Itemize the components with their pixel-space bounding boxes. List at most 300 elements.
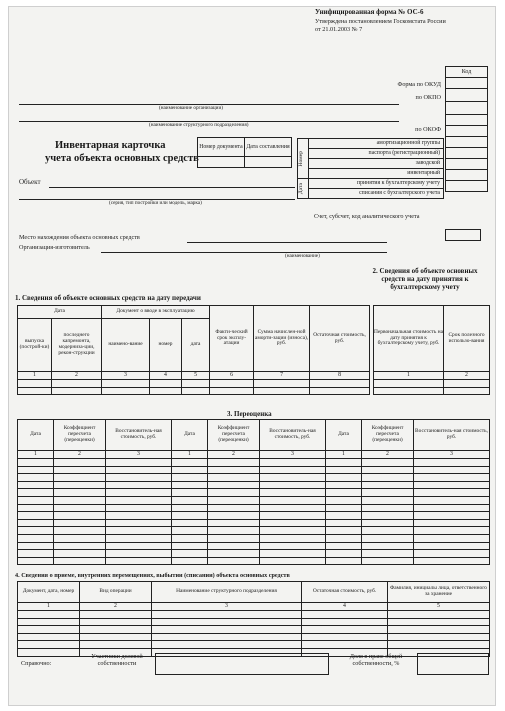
object-caption: (серия, тип постройки или модель, марка) bbox=[109, 200, 202, 206]
table-cell[interactable] bbox=[172, 550, 208, 558]
codes-table bbox=[445, 66, 488, 192]
table-cell[interactable] bbox=[326, 489, 362, 497]
table-cell[interactable] bbox=[18, 527, 54, 535]
table-cell[interactable] bbox=[260, 459, 326, 467]
table-cell[interactable] bbox=[150, 387, 182, 395]
table-cell[interactable] bbox=[326, 557, 362, 565]
table-cell[interactable] bbox=[18, 618, 80, 626]
table-cell[interactable] bbox=[172, 534, 208, 542]
section3-title: 3. Переоценка bbox=[227, 410, 272, 418]
table-cell[interactable] bbox=[54, 557, 106, 565]
table-cell[interactable] bbox=[54, 527, 106, 535]
table-cell[interactable] bbox=[208, 534, 260, 542]
s3-date: Дата bbox=[18, 420, 54, 451]
table-cell[interactable] bbox=[414, 459, 490, 467]
table-cell[interactable] bbox=[18, 512, 54, 520]
s3-num: 1 bbox=[326, 451, 362, 459]
okud-label: Форма по ОКУД bbox=[397, 81, 441, 88]
s1-num: 6 bbox=[210, 372, 254, 380]
table-cell[interactable] bbox=[326, 512, 362, 520]
okof-label: по ОКОФ bbox=[415, 126, 441, 133]
table-cell[interactable] bbox=[414, 466, 490, 474]
table-cell[interactable] bbox=[260, 519, 326, 527]
table-cell[interactable] bbox=[18, 633, 80, 641]
table-cell[interactable] bbox=[106, 550, 172, 558]
table-cell[interactable] bbox=[414, 481, 490, 489]
s1-release: выпуска (построй-ки) bbox=[18, 319, 52, 372]
table-cell[interactable] bbox=[260, 504, 326, 512]
table-cell[interactable] bbox=[260, 481, 326, 489]
amort-code-cell[interactable] bbox=[446, 126, 488, 137]
table-cell[interactable] bbox=[414, 496, 490, 504]
form-name: Унифицированная форма № ОС-6 bbox=[315, 8, 424, 16]
table-row bbox=[18, 489, 490, 497]
s3-num: 2 bbox=[362, 451, 414, 459]
table-cell[interactable] bbox=[208, 519, 260, 527]
table-cell[interactable] bbox=[80, 626, 152, 634]
s1-date: дата bbox=[182, 319, 210, 372]
table-cell[interactable] bbox=[172, 489, 208, 497]
table-cell[interactable] bbox=[414, 474, 490, 482]
s3-cost: Восстановитель-ная стоимость, руб. bbox=[106, 420, 172, 451]
doc-date-header: Дата составления bbox=[245, 138, 292, 157]
table-cell[interactable] bbox=[208, 550, 260, 558]
table-cell[interactable] bbox=[54, 489, 106, 497]
table-cell[interactable] bbox=[260, 466, 326, 474]
s1-num: 4 bbox=[150, 372, 182, 380]
table-cell[interactable] bbox=[362, 550, 414, 558]
manufacturer-caption: (наименование) bbox=[285, 253, 320, 259]
s1-date-group: Дата bbox=[18, 306, 102, 319]
table-cell[interactable] bbox=[362, 519, 414, 527]
table-cell[interactable] bbox=[388, 641, 490, 649]
section1-title: 1. Сведения об объекте основных средств на дату передачи bbox=[15, 294, 201, 302]
section4-title: 4. Сведения о приеме, внутренних перемещениях, выбытии (списании) объекта основных средств bbox=[15, 572, 290, 579]
table-cell[interactable] bbox=[152, 611, 302, 619]
s3-num: 2 bbox=[208, 451, 260, 459]
table-cell[interactable] bbox=[414, 504, 490, 512]
table-cell[interactable] bbox=[260, 496, 326, 504]
table-cell[interactable] bbox=[302, 641, 388, 649]
inventory-label: инвентарный bbox=[309, 169, 444, 179]
s2-num: 1 bbox=[374, 372, 444, 380]
table-cell[interactable] bbox=[182, 380, 210, 388]
table-cell[interactable] bbox=[254, 380, 310, 388]
reference-label: Справочно: bbox=[21, 660, 52, 667]
table-cell[interactable] bbox=[18, 519, 54, 527]
write-off-date-cell[interactable] bbox=[446, 181, 488, 192]
table-cell[interactable] bbox=[102, 380, 150, 388]
table-cell[interactable] bbox=[362, 534, 414, 542]
table-cell[interactable] bbox=[152, 633, 302, 641]
table-cell[interactable] bbox=[326, 474, 362, 482]
table-cell[interactable] bbox=[54, 459, 106, 467]
s1-num: 7 bbox=[254, 372, 310, 380]
s3-coef: Коэффициент пересчета (переоценки) bbox=[54, 420, 106, 451]
table-row bbox=[18, 527, 490, 535]
account-code-cell[interactable] bbox=[445, 229, 481, 241]
table-cell[interactable] bbox=[54, 519, 106, 527]
passport-label: паспорта (регистрационный) bbox=[309, 149, 444, 159]
table-cell[interactable] bbox=[106, 504, 172, 512]
table-cell[interactable] bbox=[18, 474, 54, 482]
card-title-line-2: учета объекта основных средств bbox=[45, 153, 199, 164]
table-cell[interactable] bbox=[208, 542, 260, 550]
s3-num: 1 bbox=[172, 451, 208, 459]
table-row bbox=[18, 496, 490, 504]
table-row bbox=[18, 504, 490, 512]
table-cell[interactable] bbox=[260, 542, 326, 550]
table-cell[interactable] bbox=[106, 534, 172, 542]
table-cell[interactable] bbox=[414, 512, 490, 520]
s1-last-repair: последнего капремонта, модерниза-ции, рекон-струкции bbox=[52, 319, 102, 372]
s3-num: 3 bbox=[414, 451, 490, 459]
table-cell[interactable] bbox=[54, 496, 106, 504]
s2-num: 2 bbox=[444, 372, 490, 380]
table-cell[interactable] bbox=[362, 512, 414, 520]
table-cell[interactable] bbox=[152, 626, 302, 634]
doc-number-cell[interactable] bbox=[198, 157, 245, 168]
table-cell[interactable] bbox=[106, 527, 172, 535]
table-cell[interactable] bbox=[18, 626, 80, 634]
section1-table bbox=[17, 305, 370, 395]
table-cell[interactable] bbox=[326, 527, 362, 535]
okpo-label: по ОКПО bbox=[415, 94, 441, 101]
location-line[interactable] bbox=[187, 242, 387, 243]
doc-date-cell[interactable] bbox=[245, 157, 292, 168]
table-cell[interactable] bbox=[18, 481, 54, 489]
table-cell[interactable] bbox=[414, 519, 490, 527]
s3-coef: Коэффициент пересчета (переоценки) bbox=[362, 420, 414, 451]
location-label: Место нахождения объекта основных средств bbox=[19, 234, 140, 241]
account-label: Счет, субсчет, код аналитического учета bbox=[314, 213, 420, 220]
amort-group-label: амортизационной группы bbox=[309, 139, 444, 149]
s1-num: 5 bbox=[182, 372, 210, 380]
object-label: Объект bbox=[19, 178, 41, 186]
inventory-code-cell[interactable] bbox=[446, 159, 488, 170]
table-cell[interactable] bbox=[362, 466, 414, 474]
s1-depreciation: Сумма начислен-ной аморти-зации (износа), руб. bbox=[254, 306, 310, 372]
table-cell[interactable] bbox=[302, 611, 388, 619]
table-cell[interactable] bbox=[172, 459, 208, 467]
table-cell[interactable] bbox=[254, 387, 310, 395]
s2-useful-life: Срок полезного использо-вания bbox=[444, 306, 490, 372]
s4-unit: Наименование структурного подразделения bbox=[152, 582, 302, 603]
table-cell[interactable] bbox=[208, 474, 260, 482]
table-cell[interactable] bbox=[18, 380, 52, 388]
table-cell[interactable] bbox=[18, 534, 54, 542]
s3-num: 3 bbox=[260, 451, 326, 459]
table-cell[interactable] bbox=[362, 474, 414, 482]
table-cell[interactable] bbox=[172, 504, 208, 512]
table-cell[interactable] bbox=[18, 550, 54, 558]
table-cell[interactable] bbox=[54, 481, 106, 489]
table-cell[interactable] bbox=[106, 557, 172, 565]
participants-label: Участники долевой собственности bbox=[91, 653, 143, 668]
s1-num: 1 bbox=[18, 372, 52, 380]
table-cell[interactable] bbox=[18, 611, 80, 619]
table-row bbox=[18, 512, 490, 520]
s1-actual-term: Факти-ческий срок эксплу-атации bbox=[210, 306, 254, 372]
table-cell[interactable] bbox=[106, 481, 172, 489]
table-cell[interactable] bbox=[18, 641, 80, 649]
table-cell[interactable] bbox=[152, 641, 302, 649]
table-cell[interactable] bbox=[362, 542, 414, 550]
table-cell[interactable] bbox=[80, 633, 152, 641]
table-cell[interactable] bbox=[208, 512, 260, 520]
table-cell[interactable] bbox=[208, 496, 260, 504]
approved-line-1: Утверждена постановлением Госкомстата России bbox=[315, 18, 446, 25]
table-cell[interactable] bbox=[444, 387, 490, 395]
table-cell[interactable] bbox=[362, 527, 414, 535]
s4-residual: Остаточная стоимость, руб. bbox=[302, 582, 388, 603]
table-cell[interactable] bbox=[260, 527, 326, 535]
okof-code-cell[interactable] bbox=[446, 115, 488, 126]
table-row bbox=[18, 557, 490, 565]
table-row bbox=[18, 466, 490, 474]
table-row bbox=[18, 534, 490, 542]
passport-code-cell[interactable] bbox=[446, 137, 488, 148]
table-cell[interactable] bbox=[80, 641, 152, 649]
accept-date-cell[interactable] bbox=[446, 170, 488, 181]
s3-cost: Восстановитель-ная стоимость, руб. bbox=[260, 420, 326, 451]
table-cell[interactable] bbox=[362, 496, 414, 504]
table-cell[interactable] bbox=[54, 466, 106, 474]
table-cell[interactable] bbox=[362, 481, 414, 489]
table-cell[interactable] bbox=[172, 512, 208, 520]
table-cell[interactable] bbox=[18, 648, 80, 656]
table-cell[interactable] bbox=[260, 489, 326, 497]
table-cell[interactable] bbox=[106, 542, 172, 550]
s3-cost: Восстановитель-ная стоимость, руб. bbox=[414, 420, 490, 451]
table-cell[interactable] bbox=[80, 611, 152, 619]
table-row bbox=[18, 618, 490, 626]
table-row bbox=[18, 611, 490, 619]
table-cell[interactable] bbox=[102, 387, 150, 395]
table-cell[interactable] bbox=[172, 519, 208, 527]
table-cell[interactable] bbox=[18, 542, 54, 550]
table-cell[interactable] bbox=[326, 519, 362, 527]
table-cell[interactable] bbox=[106, 474, 172, 482]
share-field[interactable] bbox=[417, 653, 489, 675]
table-cell[interactable] bbox=[362, 489, 414, 497]
section2-table bbox=[373, 305, 490, 395]
section4-table bbox=[17, 581, 490, 657]
table-cell[interactable] bbox=[18, 387, 52, 395]
s3-num: 3 bbox=[106, 451, 172, 459]
table-cell[interactable] bbox=[106, 496, 172, 504]
table-cell[interactable] bbox=[54, 534, 106, 542]
okpo-extra-cell[interactable] bbox=[446, 102, 488, 115]
table-cell[interactable] bbox=[260, 512, 326, 520]
table-cell[interactable] bbox=[260, 550, 326, 558]
table-row bbox=[18, 550, 490, 558]
table-cell[interactable] bbox=[326, 550, 362, 558]
table-cell[interactable] bbox=[210, 380, 254, 388]
table-cell[interactable] bbox=[106, 459, 172, 467]
participants-field[interactable] bbox=[155, 653, 329, 675]
table-cell[interactable] bbox=[52, 387, 102, 395]
table-cell[interactable] bbox=[260, 534, 326, 542]
s4-person: Фамилия, инициалы лица, ответственного за хранение bbox=[388, 582, 490, 603]
s4-num: 4 bbox=[302, 603, 388, 611]
manufacturer-label: Организация-изготовитель bbox=[19, 244, 90, 251]
table-cell[interactable] bbox=[362, 557, 414, 565]
table-cell[interactable] bbox=[106, 489, 172, 497]
s1-num: 2 bbox=[52, 372, 102, 380]
share-label: Доля в праве общей собственности, % bbox=[349, 653, 403, 668]
factory-code-cell[interactable] bbox=[446, 148, 488, 159]
table-cell[interactable] bbox=[414, 542, 490, 550]
s1-num: 3 bbox=[102, 372, 150, 380]
table-cell[interactable] bbox=[52, 380, 102, 388]
table-cell[interactable] bbox=[152, 618, 302, 626]
table-cell[interactable] bbox=[326, 504, 362, 512]
table-cell[interactable] bbox=[54, 504, 106, 512]
s1-residual: Остаточная стоимость, руб. bbox=[310, 306, 370, 372]
table-cell[interactable] bbox=[414, 557, 490, 565]
table-cell[interactable] bbox=[18, 496, 54, 504]
table-cell[interactable] bbox=[208, 466, 260, 474]
s1-name: наимено-вание bbox=[102, 319, 150, 372]
table-cell[interactable] bbox=[18, 504, 54, 512]
table-cell[interactable] bbox=[208, 481, 260, 489]
table-cell[interactable] bbox=[388, 633, 490, 641]
org-caption: (наименование организации) bbox=[159, 105, 223, 111]
date-group-label: Дата bbox=[298, 179, 309, 199]
table-cell[interactable] bbox=[302, 618, 388, 626]
table-cell[interactable] bbox=[80, 618, 152, 626]
table-cell[interactable] bbox=[208, 459, 260, 467]
s3-coef: Коэффициент пересчета (переоценки) bbox=[208, 420, 260, 451]
table-row bbox=[18, 474, 490, 482]
table-cell[interactable] bbox=[414, 550, 490, 558]
table-cell[interactable] bbox=[388, 626, 490, 634]
table-cell[interactable] bbox=[18, 466, 54, 474]
table-cell[interactable] bbox=[208, 557, 260, 565]
section2-title: 2. Сведения об объекте основных средств на дату принятия к бухгалтерскому учету bbox=[372, 267, 478, 292]
s3-num: 2 bbox=[54, 451, 106, 459]
table-cell[interactable] bbox=[106, 512, 172, 520]
table-row bbox=[18, 542, 490, 550]
table-cell[interactable] bbox=[54, 550, 106, 558]
table-cell[interactable] bbox=[444, 380, 490, 388]
table-cell[interactable] bbox=[326, 481, 362, 489]
table-cell[interactable] bbox=[310, 380, 370, 388]
s4-num: 3 bbox=[152, 603, 302, 611]
table-cell[interactable] bbox=[208, 527, 260, 535]
table-cell[interactable] bbox=[208, 504, 260, 512]
table-cell[interactable] bbox=[182, 387, 210, 395]
s4-num: 1 bbox=[18, 603, 80, 611]
number-group-label: Номер bbox=[298, 139, 309, 179]
table-cell[interactable] bbox=[54, 542, 106, 550]
form-page bbox=[8, 6, 496, 706]
doc-number-header: Номер документа bbox=[198, 138, 245, 157]
table-cell[interactable] bbox=[210, 387, 254, 395]
table-cell[interactable] bbox=[208, 489, 260, 497]
table-cell[interactable] bbox=[374, 380, 444, 388]
s1-num: 8 bbox=[310, 372, 370, 380]
s3-date: Дата bbox=[172, 420, 208, 451]
okpo-code-cell[interactable] bbox=[446, 89, 488, 102]
s4-doc: Документ, дата, номер bbox=[18, 582, 80, 603]
factory-label: заводской bbox=[309, 159, 444, 169]
table-cell[interactable] bbox=[414, 489, 490, 497]
table-row bbox=[18, 459, 490, 467]
s4-num: 2 bbox=[80, 603, 152, 611]
table-cell[interactable] bbox=[388, 618, 490, 626]
table-cell[interactable] bbox=[326, 466, 362, 474]
table-cell[interactable] bbox=[172, 474, 208, 482]
table-cell[interactable] bbox=[414, 534, 490, 542]
s1-number: номер bbox=[150, 319, 182, 372]
table-cell[interactable] bbox=[374, 387, 444, 395]
table-cell[interactable] bbox=[172, 496, 208, 504]
write-off-date-label: списания с бухгалтерского учета bbox=[309, 189, 444, 199]
table-row bbox=[18, 633, 490, 641]
doc-header-table bbox=[197, 137, 292, 168]
table-row bbox=[18, 626, 490, 634]
s3-date: Дата bbox=[326, 420, 362, 451]
table-cell[interactable] bbox=[326, 542, 362, 550]
unit-caption: (наименование структурного подразделения) bbox=[149, 122, 249, 128]
table-cell[interactable] bbox=[172, 466, 208, 474]
table-cell[interactable] bbox=[150, 380, 182, 388]
table-cell[interactable] bbox=[54, 512, 106, 520]
accept-date-label: принятия к бухгалтерскому учету bbox=[309, 179, 444, 189]
table-row bbox=[18, 481, 490, 489]
table-cell[interactable] bbox=[106, 466, 172, 474]
table-cell[interactable] bbox=[326, 496, 362, 504]
table-cell[interactable] bbox=[326, 534, 362, 542]
okud-code-cell[interactable] bbox=[446, 78, 488, 89]
table-cell[interactable] bbox=[172, 481, 208, 489]
object-line[interactable] bbox=[49, 187, 295, 188]
table-cell[interactable] bbox=[18, 489, 54, 497]
table-cell[interactable] bbox=[310, 387, 370, 395]
s2-initial-cost: Первоначальная стоимость на дату принятия к бухгалтерскому учету, руб. bbox=[374, 306, 444, 372]
table-cell[interactable] bbox=[260, 474, 326, 482]
s1-doc-group: Документ о вводе в эксплуатацию bbox=[102, 306, 210, 319]
table-row bbox=[18, 641, 490, 649]
number-date-table bbox=[297, 138, 444, 199]
manufacturer-line[interactable] bbox=[101, 252, 387, 253]
s3-num: 1 bbox=[18, 451, 54, 459]
table-cell[interactable] bbox=[362, 459, 414, 467]
table-cell[interactable] bbox=[302, 633, 388, 641]
table-cell[interactable] bbox=[106, 519, 172, 527]
table-cell[interactable] bbox=[414, 527, 490, 535]
table-cell[interactable] bbox=[260, 557, 326, 565]
table-cell[interactable] bbox=[54, 474, 106, 482]
approved-line-2: от 21.01.2003 № 7 bbox=[315, 26, 363, 33]
table-cell[interactable] bbox=[326, 459, 362, 467]
table-cell[interactable] bbox=[172, 527, 208, 535]
table-cell[interactable] bbox=[18, 557, 54, 565]
s4-num: 5 bbox=[388, 603, 490, 611]
section3-table bbox=[17, 419, 490, 565]
table-cell[interactable] bbox=[362, 504, 414, 512]
table-cell[interactable] bbox=[172, 542, 208, 550]
codes-header: Код bbox=[446, 67, 488, 78]
table-row bbox=[18, 519, 490, 527]
table-cell[interactable] bbox=[302, 626, 388, 634]
table-cell[interactable] bbox=[172, 557, 208, 565]
s4-operation: Вид операции bbox=[80, 582, 152, 603]
table-cell[interactable] bbox=[18, 459, 54, 467]
table-cell[interactable] bbox=[388, 611, 490, 619]
